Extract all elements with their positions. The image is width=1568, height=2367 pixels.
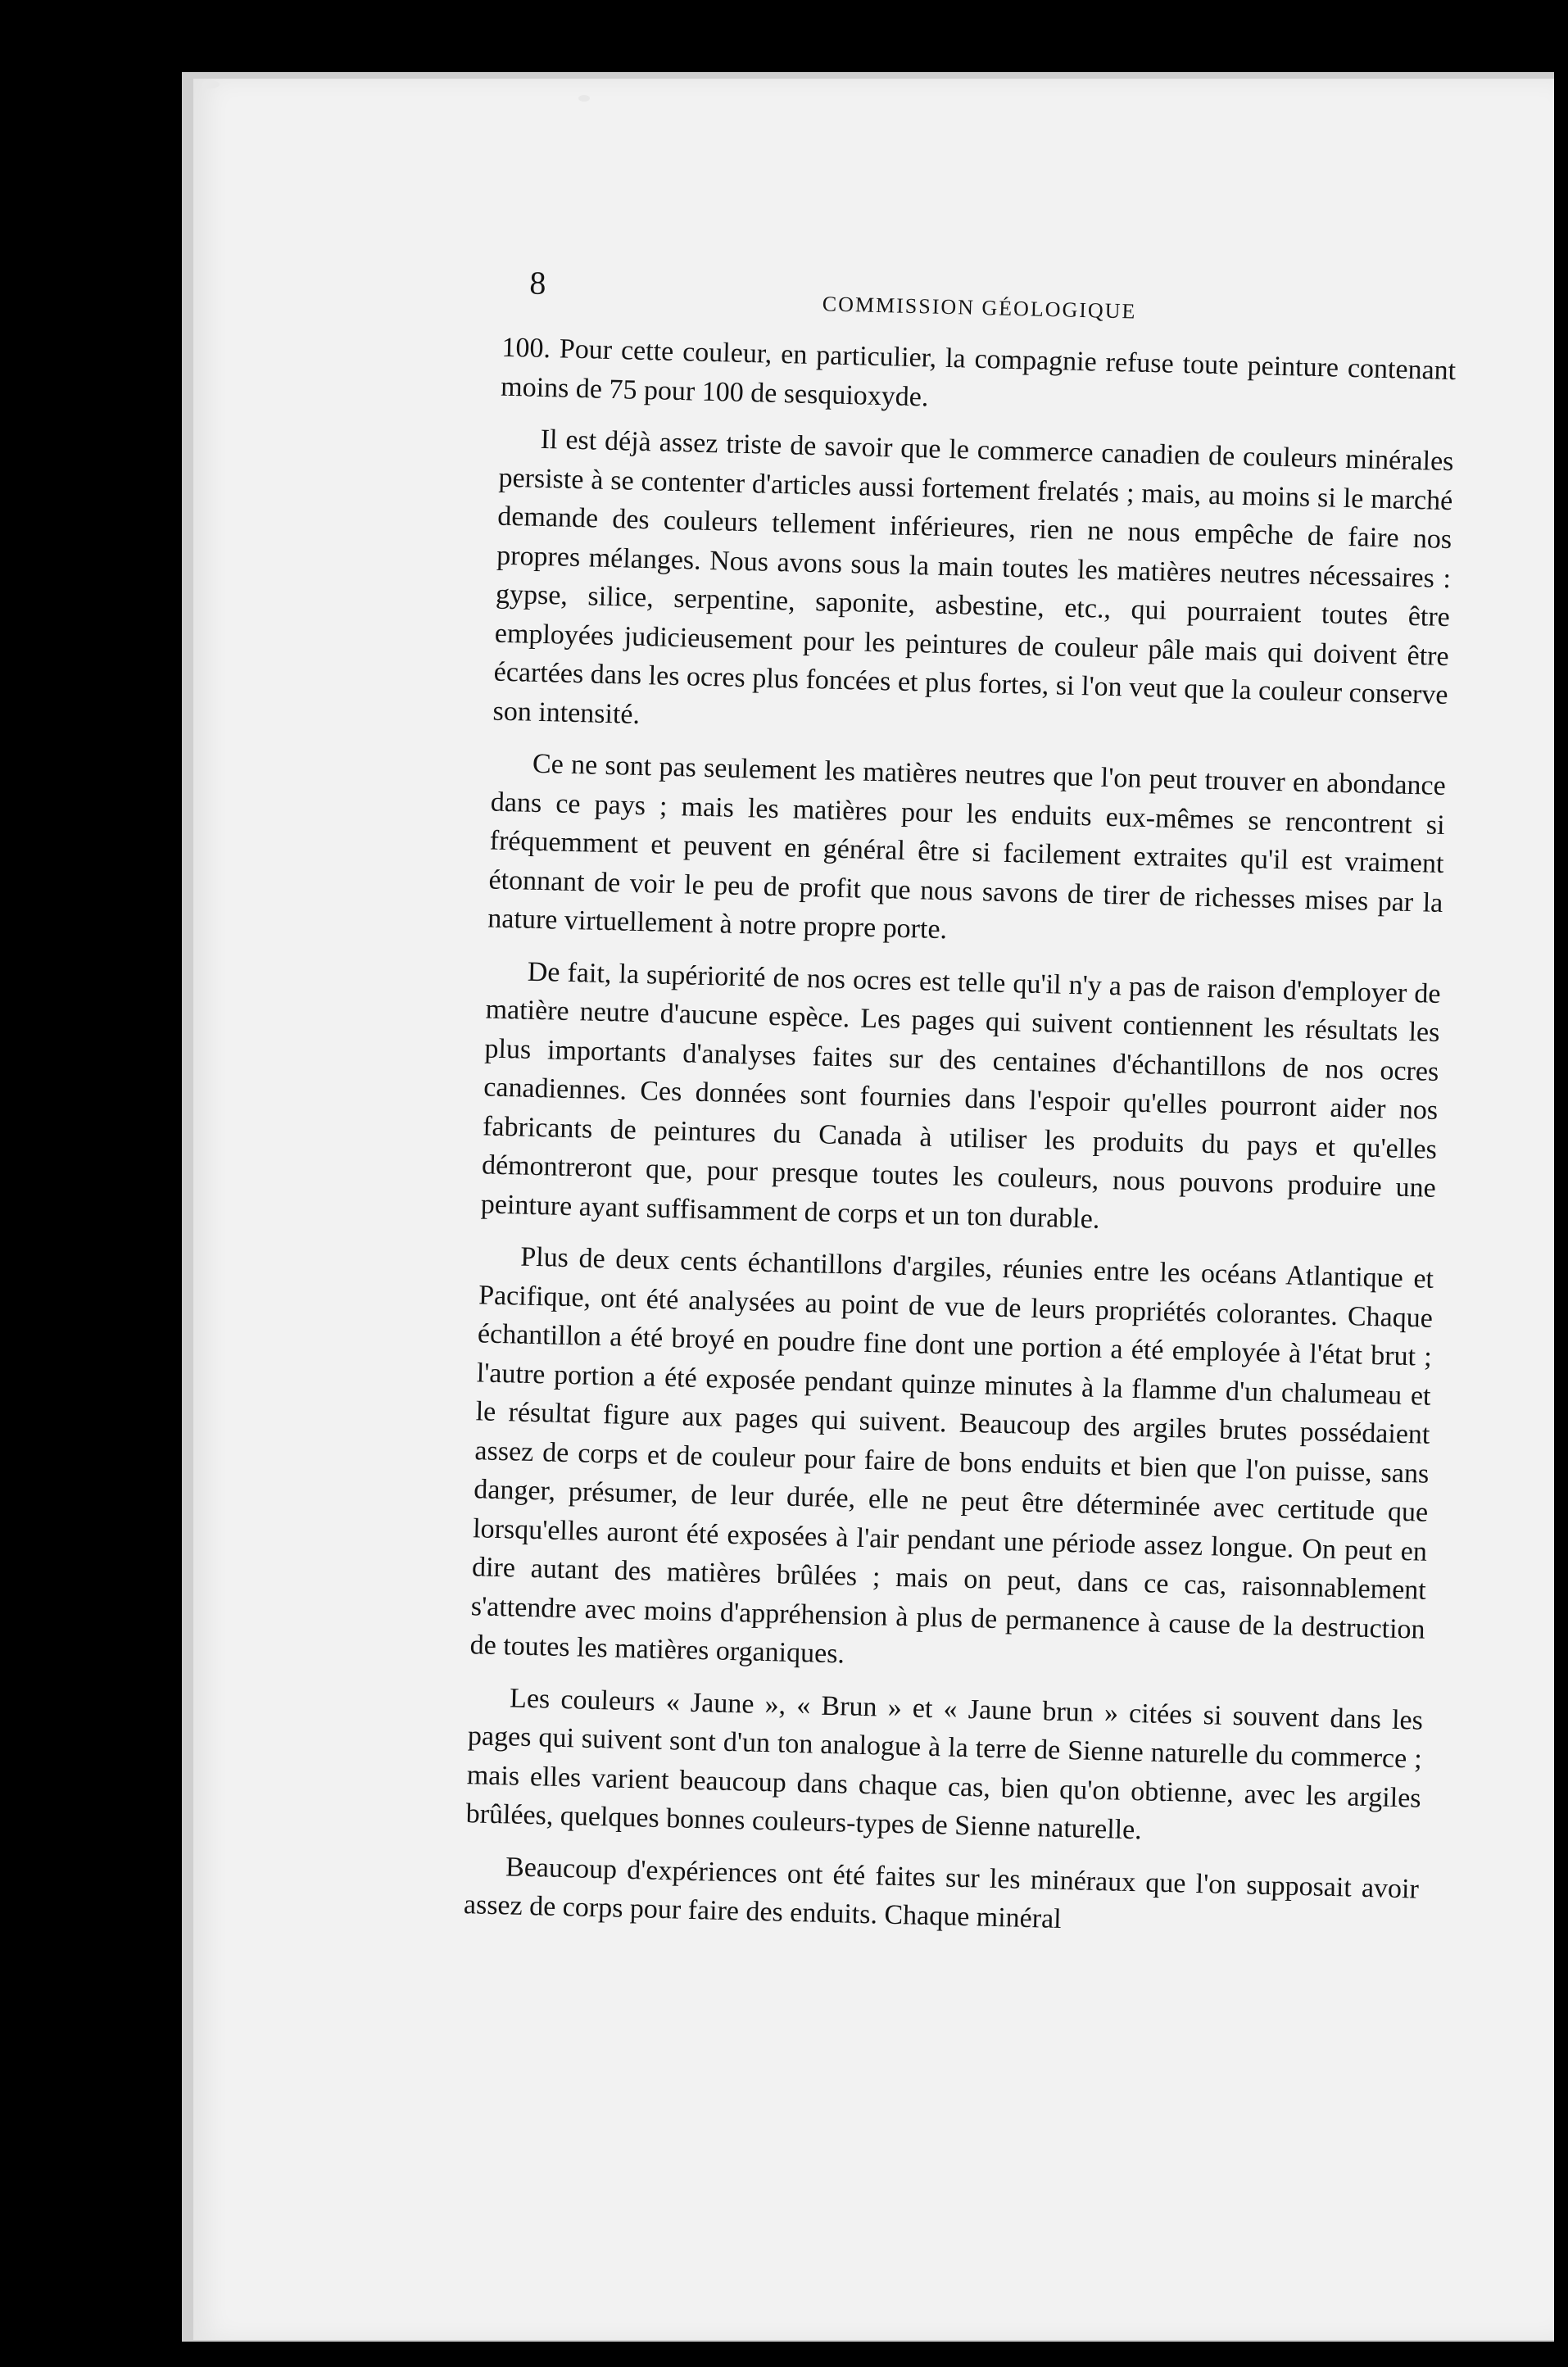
paragraph: Plus de deux cents échantillons d'argiles, réunies entre les océans Atlantique et Pacifique, ont été analysées au point de vue de leurs propriétés colorantes. Chaque échantillon a été broyé en poudre fine dont une portion a été employée à l'état brut ; l'autre portion a été exposée pendant quinze minutes à la flamme d'un chalumeau et le résultat figure aux pages qui suivent. Beaucoup des argiles brutes possédaient assez de corps et de couleur pour faire de bons enduits et bien que l'on puisse, sans danger, présumer, de leur durée, elle ne peut être déterminée avec certitude que lorsqu'elles auront été exposées à l'air pendant une période assez longue. On peut en dire autant des matières brûlées ; mais on peut, dans ce cas, raisonnablement s'attendre avec moins d'appréhension à plus de permanence à cause de la destruction de toutes les matières organiques. [469,1241,1434,1670]
running-head: COMMISSION GÉOLOGIQUE [822,292,1137,324]
paragraph: De fait, la supériorité de nos ocres est telle qu'il n'y a pas de raison d'employer de matière neutre d'aucune espèce. Les pages qui suivent contiennent les résultats les plus importants d'analyses faites sur des centaines d'échantillons de nos ocres canadiennes. Ces données sont fournies dans l'espoir qu'elles pourront aider nos fabricants de peintures du Canada à utiliser les produits du pays et qu'elles démontreront que, pour presque toutes les couleurs, nous pouvons produire une peinture ayant suffisamment de corps et un ton durable. [480,956,1441,1235]
paragraph: Beaucoup d'expériences ont été faites sur les minéraux que l'on supposait avoir assez de corps pour faire des enduits. Chaque minéral [463,1851,1420,1934]
paper-speck [578,95,590,102]
body-text [463,329,1457,1961]
paragraph: Il est déjà assez triste de savoir que le commerce canadien de couleurs minérales persiste à se contenter d'articles aussi fortement frelatés ; mais, au moins si le marché demande des couleurs tellement inférieures, rien ne nous empêche de faire nos propres mélanges. Nous avons sous la main toutes les matières neutres nécessaires : gypse, silice, serpentine, saponite, asbestine, etc., qui pourraient toutes être employées judicieusement pour les peintures de couleur pâle mais qui doivent être écartées dans les ocres plus foncées et plus fortes, si l'on veut que la couleur conserve son intensité. [492,424,1454,730]
page-content [433,262,1457,2170]
page-number: 8 [528,264,546,302]
paper-speck [202,80,220,88]
paragraph: Ce ne sont pas seulement les matières neutres que l'on peut trouver en abondance dans ce pays ; mais les matières pour les enduits eux-mêmes se rencontrent si fréquemment et peuvent en général être si facilement extraites qu'il est vraiment étonnant de voir le peu de profit que nous savons de tirer de richesses mises par la nature virtuellement à notre propre porte. [487,748,1447,945]
paragraph-continued: 100. Pour cette couleur, en particulier, la compagnie refuse toute peinture contenant moins de 75 pour 100 de sesquioxyde. [500,332,1457,412]
paragraph: Les couleurs « Jaune », « Brun » et « Jaune brun » citées si souvent dans les pages qui suivent sont d'un ton analogue à la terre de Sienne naturelle du commerce ; mais elles varient beaucoup dans chaque cas, bien qu'on obtienne, avec les argiles brûlées, quelques bonnes couleurs-types de Sienne naturelle. [465,1682,1424,1846]
